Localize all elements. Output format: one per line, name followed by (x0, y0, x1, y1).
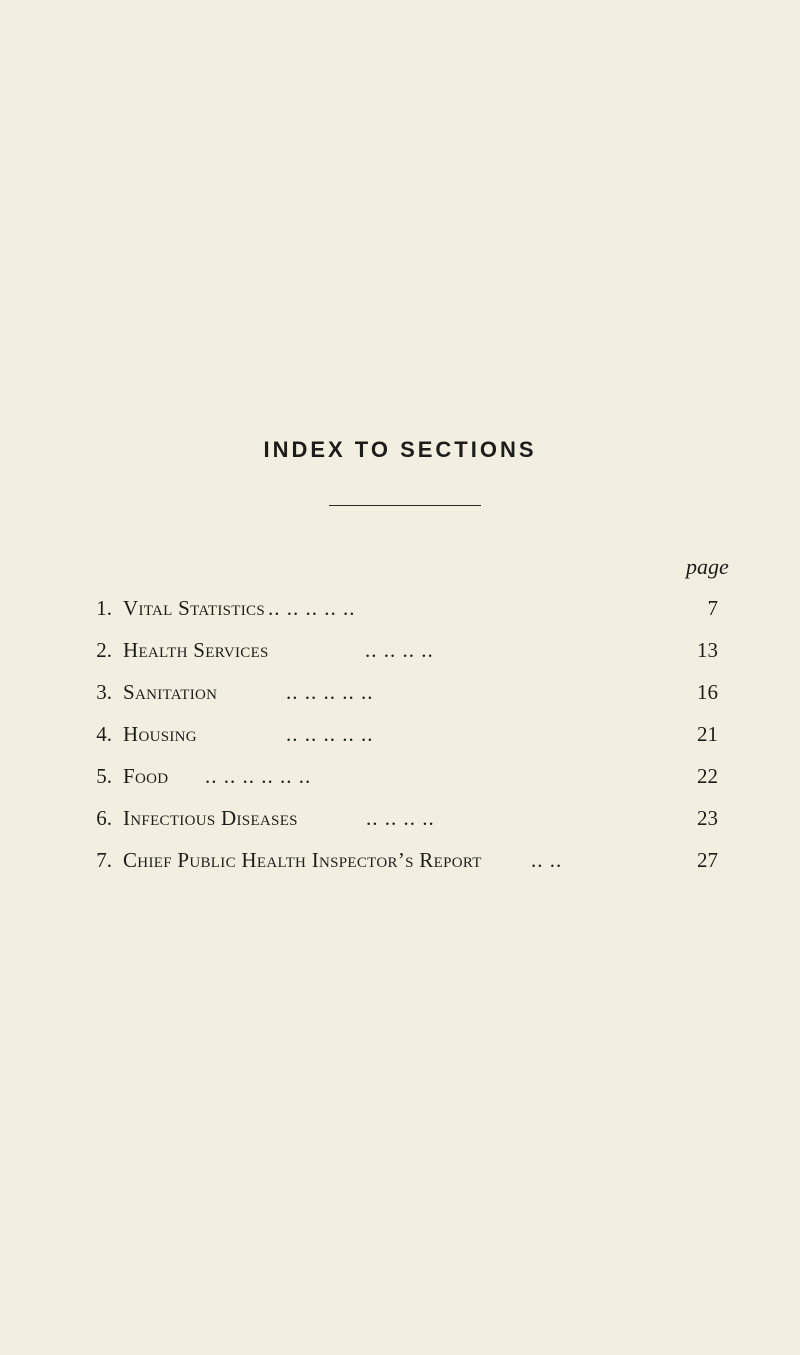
list-item (0, 596, 800, 626)
list-item (0, 638, 800, 668)
section-label: Vital Statistics (123, 596, 265, 620)
section-page: 16 (697, 680, 718, 704)
section-label: Housing (123, 722, 197, 746)
section-page: 22 (697, 764, 718, 788)
list-item (0, 806, 800, 836)
list-item (0, 722, 800, 752)
page-column-label: page (686, 554, 729, 579)
section-label: Infectious Diseases (123, 806, 298, 830)
title-rule (329, 505, 481, 506)
section-page: 13 (697, 638, 718, 662)
dot-leaders: .. .. .. .. .. (268, 596, 356, 620)
dot-leaders: .. .. .. .. .. (286, 680, 374, 704)
section-number: 1. (96, 596, 112, 620)
section-number: 6. (96, 806, 112, 830)
section-number: 7. (96, 848, 112, 872)
dot-leaders: .. .. .. .. .. (286, 722, 374, 746)
section-page: 21 (697, 722, 718, 746)
list-item (0, 680, 800, 710)
section-number: 5. (96, 764, 112, 788)
section-number: 4. (96, 722, 112, 746)
section-number: 2. (96, 638, 112, 662)
section-label: Food (123, 764, 169, 788)
section-label: Chief Public Health Inspector’s Report (123, 848, 482, 872)
section-number: 3. (96, 680, 112, 704)
dot-leaders: .. .. .. .. .. .. (205, 764, 312, 788)
section-label: Sanitation (123, 680, 218, 704)
section-page: 23 (697, 806, 718, 830)
page-title: INDEX TO SECTIONS (263, 437, 537, 462)
dot-leaders: .. .. .. .. (366, 806, 435, 830)
list-item (0, 848, 800, 878)
dot-leaders: .. .. (531, 848, 563, 872)
section-page: 27 (697, 848, 718, 872)
section-page: 7 (707, 596, 718, 620)
dot-leaders: .. .. .. .. (365, 638, 434, 662)
section-label: Health Services (123, 638, 269, 662)
list-item (0, 764, 800, 794)
